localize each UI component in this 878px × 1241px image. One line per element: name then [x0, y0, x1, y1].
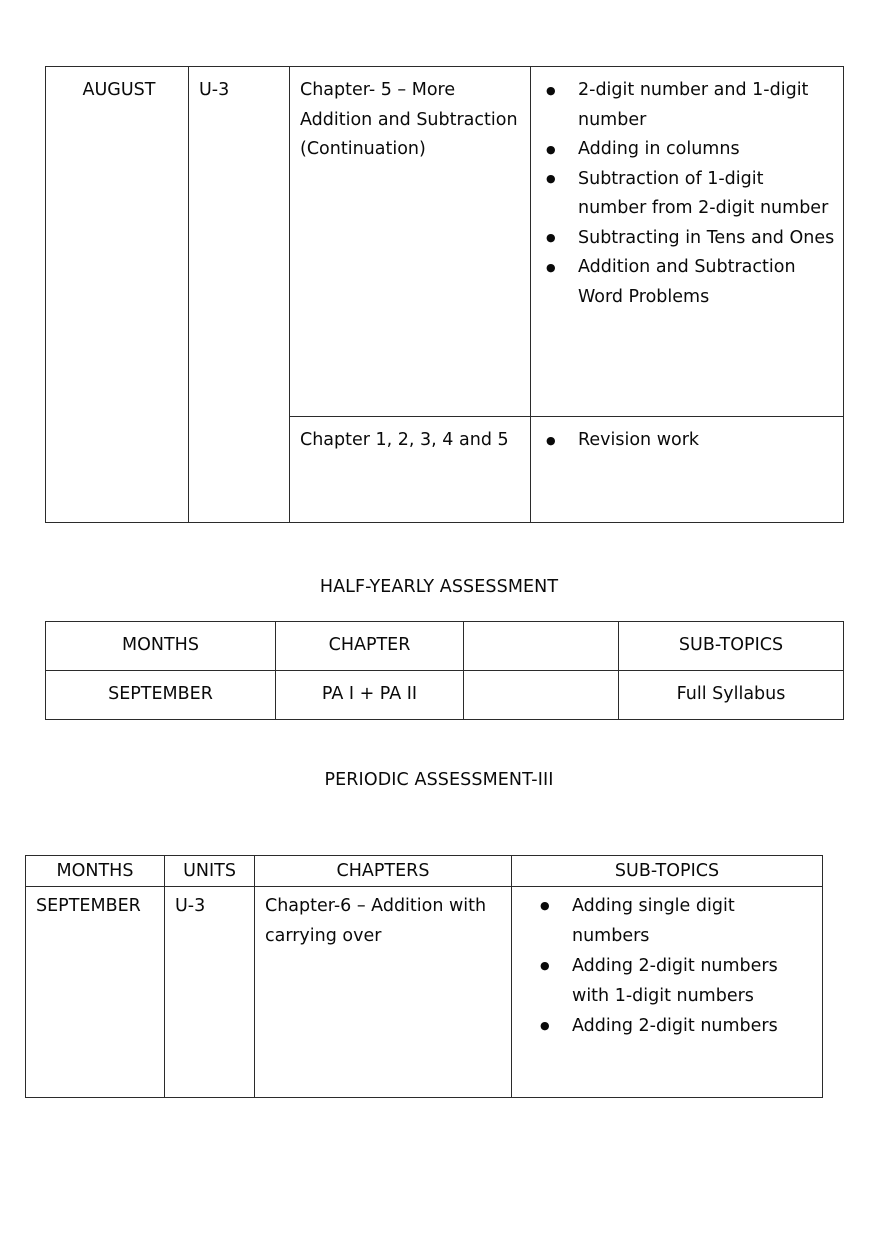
cell-header-subtopics: SUB-TOPICS — [512, 856, 823, 887]
cell-chapter — [290, 67, 531, 417]
cell-units: U-3 — [165, 887, 255, 1098]
table-row — [46, 67, 844, 417]
heading-periodic-assessment-three: PERIODIC ASSESSMENT-III — [324, 770, 554, 790]
table-header-row — [46, 622, 844, 671]
cell-header-units: UNITS — [165, 856, 255, 887]
cell-subtopics — [531, 67, 844, 417]
list-item: ● Adding in columns — [546, 135, 837, 165]
cell-header-chapter: CHAPTER — [276, 622, 464, 671]
chapter-text: Chapter- 5 – More Addition and Subtraction (Continuation) — [300, 80, 518, 159]
list-item: ● Adding 2-digit numbers — [540, 1011, 816, 1041]
heading-half-yearly-assessment: HALF-YEARLY ASSESSMENT — [319, 577, 559, 597]
cell-months: SEPTEMBER — [46, 671, 276, 720]
list-item: ● Adding 2-digit numbers with 1-digit numbers — [540, 951, 816, 1011]
list-item: ● 2-digit number and 1-digit number — [546, 76, 837, 135]
cell-subtopics — [531, 417, 844, 523]
month-label: AUGUST — [82, 80, 156, 100]
cell-header-blank — [464, 622, 619, 671]
list-item: ● Adding single digit numbers — [540, 891, 816, 951]
half-yearly-assessment-table — [45, 621, 844, 720]
cell-header-subtopics: SUB-TOPICS — [619, 622, 844, 671]
periodic-assessment-three-table — [25, 855, 823, 1098]
cell-header-chapters: CHAPTERS — [255, 856, 512, 887]
table-row — [46, 671, 844, 720]
chapter-text: Chapter 1, 2, 3, 4 and 5 — [300, 430, 509, 450]
table-row — [26, 887, 823, 1098]
subtopics-list — [546, 426, 837, 456]
cell-chapter: PA I + PA II — [276, 671, 464, 720]
list-item: ● Subtraction of 1-digit number from 2-digit number — [546, 165, 837, 224]
list-item: ● Addition and Subtraction Word Problems — [546, 253, 837, 312]
cell-subtopics — [512, 887, 823, 1098]
cell-blank — [464, 671, 619, 720]
august-syllabus-table — [45, 66, 844, 523]
table-header-row — [26, 856, 823, 887]
cell-months: SEPTEMBER — [26, 887, 165, 1098]
cell-header-months: MONTHS — [46, 622, 276, 671]
list-item: ● Subtracting in Tens and Ones — [546, 224, 837, 254]
cell-header-months: MONTHS — [26, 856, 165, 887]
subtopics-list — [546, 76, 837, 312]
cell-chapter — [290, 417, 531, 523]
cell-subtopics: Full Syllabus — [619, 671, 844, 720]
cell-unit — [189, 67, 290, 523]
cell-month — [46, 67, 189, 523]
cell-chapters: Chapter-6 – Addition with carrying over — [255, 887, 512, 1098]
subtopics-list — [540, 891, 816, 1041]
unit-label: U-3 — [199, 80, 230, 100]
list-item: ● Revision work — [546, 426, 837, 456]
